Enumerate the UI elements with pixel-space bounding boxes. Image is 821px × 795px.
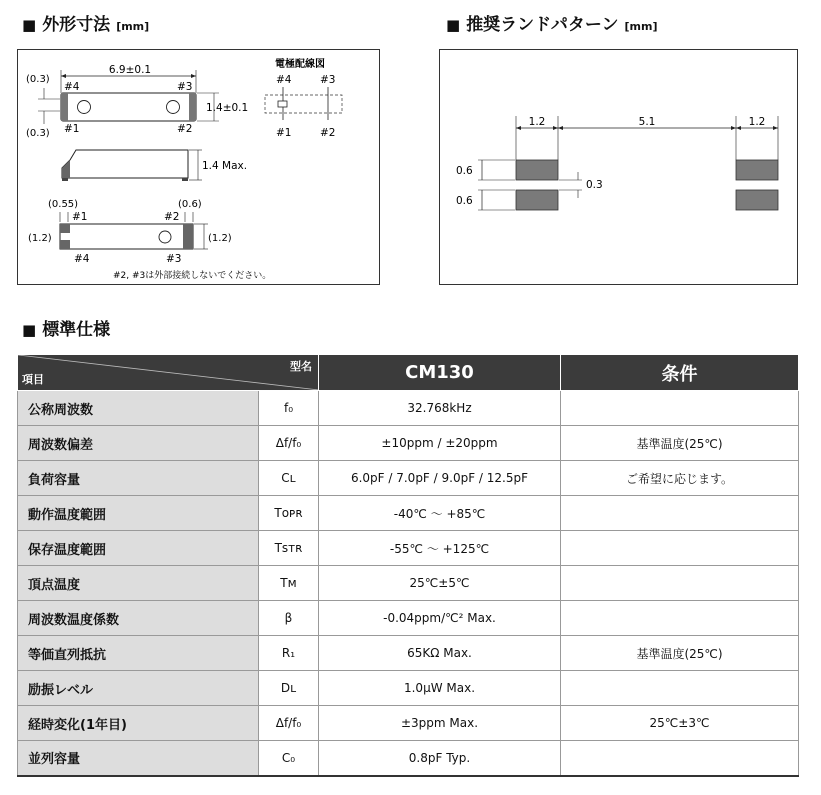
bottom-right-height-label: (1.2) bbox=[208, 233, 232, 244]
spec-value-cell: 65KΩ Max. bbox=[319, 636, 561, 671]
table-row bbox=[18, 741, 799, 776]
spec-condition-cell bbox=[561, 671, 799, 706]
spec-symbol-cell: f₀ bbox=[259, 391, 319, 426]
bottom-pin3-label: #3 bbox=[166, 253, 182, 265]
spec-title: 標準仕様 bbox=[42, 320, 111, 340]
side-height-label: 1.4 Max. bbox=[202, 160, 248, 172]
land-pad-bottom-left bbox=[516, 190, 558, 210]
spec-value-cell: ±10ppm / ±20ppm bbox=[319, 426, 561, 461]
spec-item-cell: 周波数偏差 bbox=[18, 426, 259, 461]
spec-table bbox=[17, 354, 799, 777]
spec-item-cell: 動作温度範囲 bbox=[18, 496, 259, 531]
dimension-drawing bbox=[18, 50, 378, 283]
spec-condition-cell: ご希望に応じます。 bbox=[561, 461, 799, 496]
corner-model-label: 型名 bbox=[290, 360, 312, 373]
table-row bbox=[18, 636, 799, 671]
top-pin2-label: #2 bbox=[177, 123, 193, 135]
model-header: CM130 bbox=[319, 355, 561, 391]
pad-width-left-label: 1.2 bbox=[528, 116, 546, 128]
electrode-pin4-label: #4 bbox=[276, 74, 292, 86]
spec-condition-cell: 基準温度(25℃) bbox=[561, 426, 799, 461]
corner-diagonal bbox=[18, 355, 319, 390]
spec-condition-cell bbox=[561, 601, 799, 636]
pad-height-bottom-label: 0.6 bbox=[456, 195, 473, 207]
land-pad-top-right bbox=[736, 160, 778, 180]
corner-item-label: 項目 bbox=[22, 373, 44, 386]
spec-symbol-cell: Tᴏᴘʀ bbox=[259, 496, 319, 531]
spec-condition-cell bbox=[561, 531, 799, 566]
table-row bbox=[18, 426, 799, 461]
drawing-note: #2, #3は外部接続しないでください。 bbox=[113, 271, 272, 281]
dimensions-heading bbox=[22, 10, 149, 35]
spec-value-cell: 1.0μW Max. bbox=[319, 671, 561, 706]
land-pattern-heading bbox=[446, 10, 658, 35]
bottom-left-height-label: (1.2) bbox=[28, 233, 52, 244]
top-pin3-label: #3 bbox=[177, 81, 193, 93]
spec-item-cell: 周波数温度係数 bbox=[18, 601, 259, 636]
spec-symbol-cell: Tꜱᴛʀ bbox=[259, 531, 319, 566]
land-pattern-panel bbox=[439, 49, 798, 285]
bottom-view bbox=[28, 199, 271, 281]
spec-table-body bbox=[18, 391, 799, 776]
dimensions-unit: [mm] bbox=[116, 20, 150, 33]
land-pattern-title: 推奨ランドパターン bbox=[466, 15, 619, 35]
spec-condition-cell: 基準温度(25℃) bbox=[561, 636, 799, 671]
top-height-label: 1.4±0.1 bbox=[206, 102, 249, 114]
top-pin4-label: #4 bbox=[64, 81, 80, 93]
spec-value-cell: 6.0pF / 7.0pF / 9.0pF / 12.5pF bbox=[319, 461, 561, 496]
bottom-left-width-label: (0.55) bbox=[48, 199, 79, 210]
land-pad-top-left bbox=[516, 160, 558, 180]
table-row bbox=[18, 601, 799, 636]
crystal-bottom-body bbox=[60, 224, 193, 249]
header-corner-cell bbox=[18, 355, 319, 391]
table-row bbox=[18, 566, 799, 601]
land-pattern-unit: [mm] bbox=[624, 20, 658, 33]
spec-symbol-cell: C₀ bbox=[259, 741, 319, 776]
land-pad-bottom-right bbox=[736, 190, 778, 210]
condition-header: 条件 bbox=[561, 355, 799, 391]
gap-top-label: (0.3) bbox=[26, 74, 50, 85]
spec-symbol-cell: Tᴍ bbox=[259, 566, 319, 601]
spec-item-cell: 公称周波数 bbox=[18, 391, 259, 426]
top-pin1-label: #1 bbox=[64, 123, 80, 135]
spec-value-cell: 0.8pF Typ. bbox=[319, 741, 561, 776]
spec-item-cell: 並列容量 bbox=[18, 741, 259, 776]
spec-condition-cell bbox=[561, 496, 799, 531]
square-bullet-icon: ■ bbox=[446, 16, 461, 34]
square-bullet-icon: ■ bbox=[22, 16, 37, 34]
electrode-diagram bbox=[265, 57, 342, 139]
electrode-pin1-label: #1 bbox=[276, 127, 292, 139]
spec-value-cell: -55℃ ～ +125℃ bbox=[319, 531, 561, 566]
spec-symbol-cell: Dʟ bbox=[259, 671, 319, 706]
top-view bbox=[26, 64, 248, 139]
table-row bbox=[18, 461, 799, 496]
square-bullet-icon: ■ bbox=[22, 321, 37, 339]
electrode-pin2-label: #2 bbox=[320, 127, 336, 139]
table-row bbox=[18, 531, 799, 566]
spec-value-cell: 32.768kHz bbox=[319, 391, 561, 426]
spec-symbol-cell: β bbox=[259, 601, 319, 636]
spec-table-header bbox=[18, 355, 799, 391]
spec-condition-cell bbox=[561, 391, 799, 426]
gap-bottom-label: (0.3) bbox=[26, 128, 50, 139]
dimension-drawing-panel bbox=[17, 49, 380, 285]
spec-value-cell: -0.04ppm/℃² Max. bbox=[319, 601, 561, 636]
spec-item-cell: 等価直列抵抗 bbox=[18, 636, 259, 671]
table-row bbox=[18, 706, 799, 741]
electrode-pin3-label: #3 bbox=[320, 74, 336, 86]
spec-value-cell: 25℃±5℃ bbox=[319, 566, 561, 601]
spec-condition-cell bbox=[561, 741, 799, 776]
table-row bbox=[18, 391, 799, 426]
pad-height-top-label: 0.6 bbox=[456, 165, 473, 177]
bottom-pin1-label: #1 bbox=[72, 211, 88, 223]
pad-width-right-label: 1.2 bbox=[748, 116, 766, 128]
spec-item-cell: 保存温度範囲 bbox=[18, 531, 259, 566]
electrode-title: 電極配線図 bbox=[275, 59, 325, 70]
spec-condition-cell bbox=[561, 566, 799, 601]
bottom-pin2-label: #2 bbox=[164, 211, 180, 223]
table-row bbox=[18, 671, 799, 706]
spec-item-cell: 頂点温度 bbox=[18, 566, 259, 601]
spec-item-cell: 励振レベル bbox=[18, 671, 259, 706]
land-pattern-drawing bbox=[440, 50, 796, 283]
spec-item-cell: 経時変化(1年目) bbox=[18, 706, 259, 741]
dimensions-title: 外形寸法 bbox=[42, 15, 111, 35]
spec-value-cell: -40℃ ～ +85℃ bbox=[319, 496, 561, 531]
spec-item-cell: 負荷容量 bbox=[18, 461, 259, 496]
spec-symbol-cell: Δf/f₀ bbox=[259, 426, 319, 461]
bottom-pin4-label: #4 bbox=[74, 253, 90, 265]
bottom-right-width-label: (0.6) bbox=[178, 199, 202, 210]
pad-gap-label: 0.3 bbox=[586, 179, 603, 191]
side-view bbox=[62, 150, 247, 181]
gap-width-label: 5.1 bbox=[638, 116, 656, 128]
spec-heading bbox=[22, 315, 110, 340]
table-row bbox=[18, 496, 799, 531]
spec-value-cell: ±3ppm Max. bbox=[319, 706, 561, 741]
spec-symbol-cell: R₁ bbox=[259, 636, 319, 671]
top-width-label: 6.9±0.1 bbox=[108, 64, 152, 76]
spec-symbol-cell: Δf/f₀ bbox=[259, 706, 319, 741]
spec-symbol-cell: Cʟ bbox=[259, 461, 319, 496]
spec-condition-cell: 25℃±3℃ bbox=[561, 706, 799, 741]
